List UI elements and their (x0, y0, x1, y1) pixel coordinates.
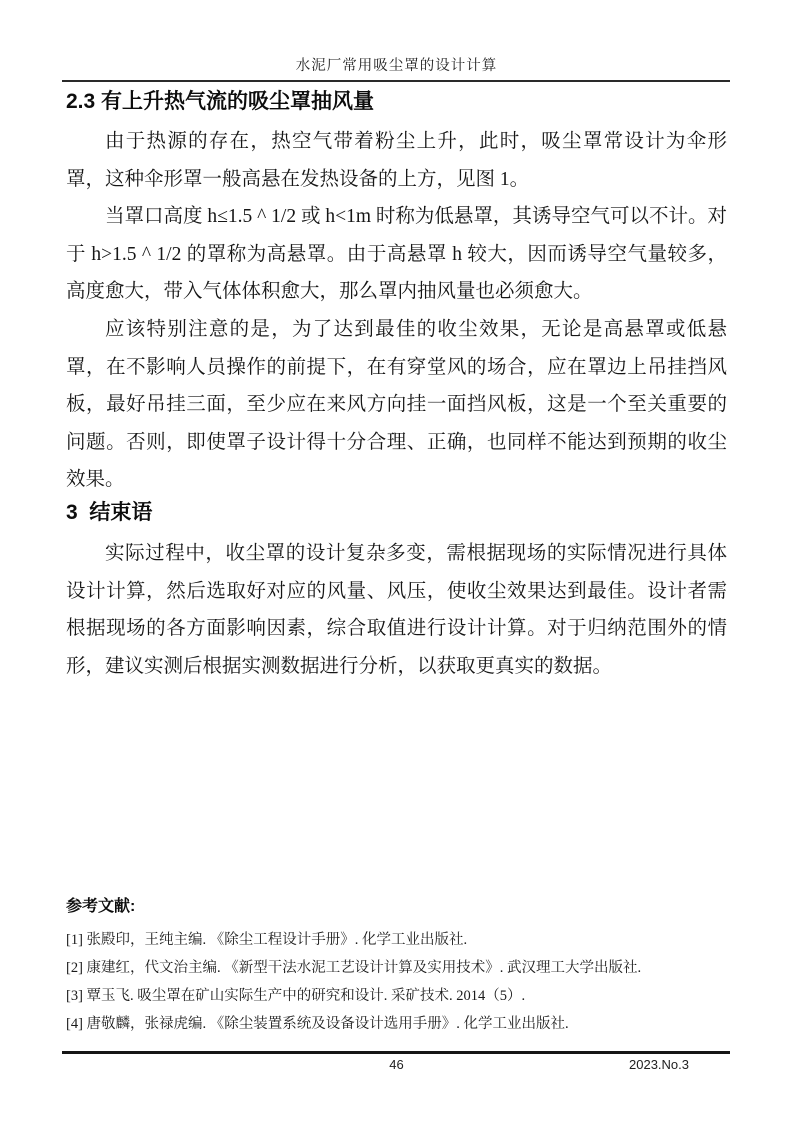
paragraph: 应该特别注意的是，为了达到最佳的收尘效果，无论是高悬罩或低悬罩，在不影响人员操作的前提下，在有穿堂风的场合，应在罩边上吊挂挡风板，最好吊挂三面，至少应在来风方向挂一面挡风板，这是一个至关重要的问题。否则，即使罩子设计得十分合理、正确，也同样不能达到预期的收尘效果。 (66, 318, 727, 491)
section-heading-3: 3 结束语 (66, 500, 153, 524)
issue-label: 2023.No.3 (629, 1057, 689, 1072)
paragraph: 由于热源的存在，热空气带着粉尘上升，此时，吸尘罩常设计为伞形罩，这种伞形罩一般高悬在发热设备的上方，见图 1。 (66, 131, 727, 190)
references-title: 参考文献: (66, 898, 136, 916)
reference-item: [3] 覃玉飞. 吸尘罩在矿山实际生产中的研究和设计. 采矿技术. 2014（5）. (66, 988, 526, 1005)
document-body (66, 84, 727, 1038)
reference-item: [2] 康建红，代文治主编. 《新型干法水泥工艺设计计算及实用技术》. 武汉理工大学出版社. (66, 960, 642, 977)
header-rule (62, 80, 730, 82)
footer-rule (62, 1051, 730, 1054)
paragraph: 实际过程中，收尘罩的设计复杂多变，需根据现场的实际情况进行具体设计计算，然后选取好对应的风量、风压，使收尘效果达到最佳。设计者需根据现场的各方面影响因素，综合取值进行设计计算。对于归纳范围外的情形，建议实测后根据实测数据进行分析，以获取更真实的数据。 (66, 542, 727, 677)
reference-item: [1] 张殿印，王纯主编. 《除尘工程设计手册》. 化学工业出版社. (66, 932, 468, 949)
references-section (66, 896, 727, 1038)
section-heading-2-3: 2.3 有上升热气流的吸尘罩抽风量 (66, 90, 375, 113)
running-header: 水泥厂常用吸尘罩的设计计算 (295, 58, 498, 74)
paragraph: 当罩口高度 h≤1.5 ^ 1/2 或 h<1m 时称为低悬罩，其诱导空气可以不计。对于 h>1.5 ^ 1/2 的罩称为高悬罩。由于高悬罩 h 较大，因而诱导空气量较多，高度愈大，带入气体体积愈大，那么罩内抽风量也必须愈大。 (66, 206, 727, 303)
page-number: 46 (389, 1057, 404, 1072)
reference-item: [4] 唐敬麟，张禄虎编. 《除尘装置系统及设备设计选用手册》. 化学工业出版社. (66, 1016, 569, 1033)
